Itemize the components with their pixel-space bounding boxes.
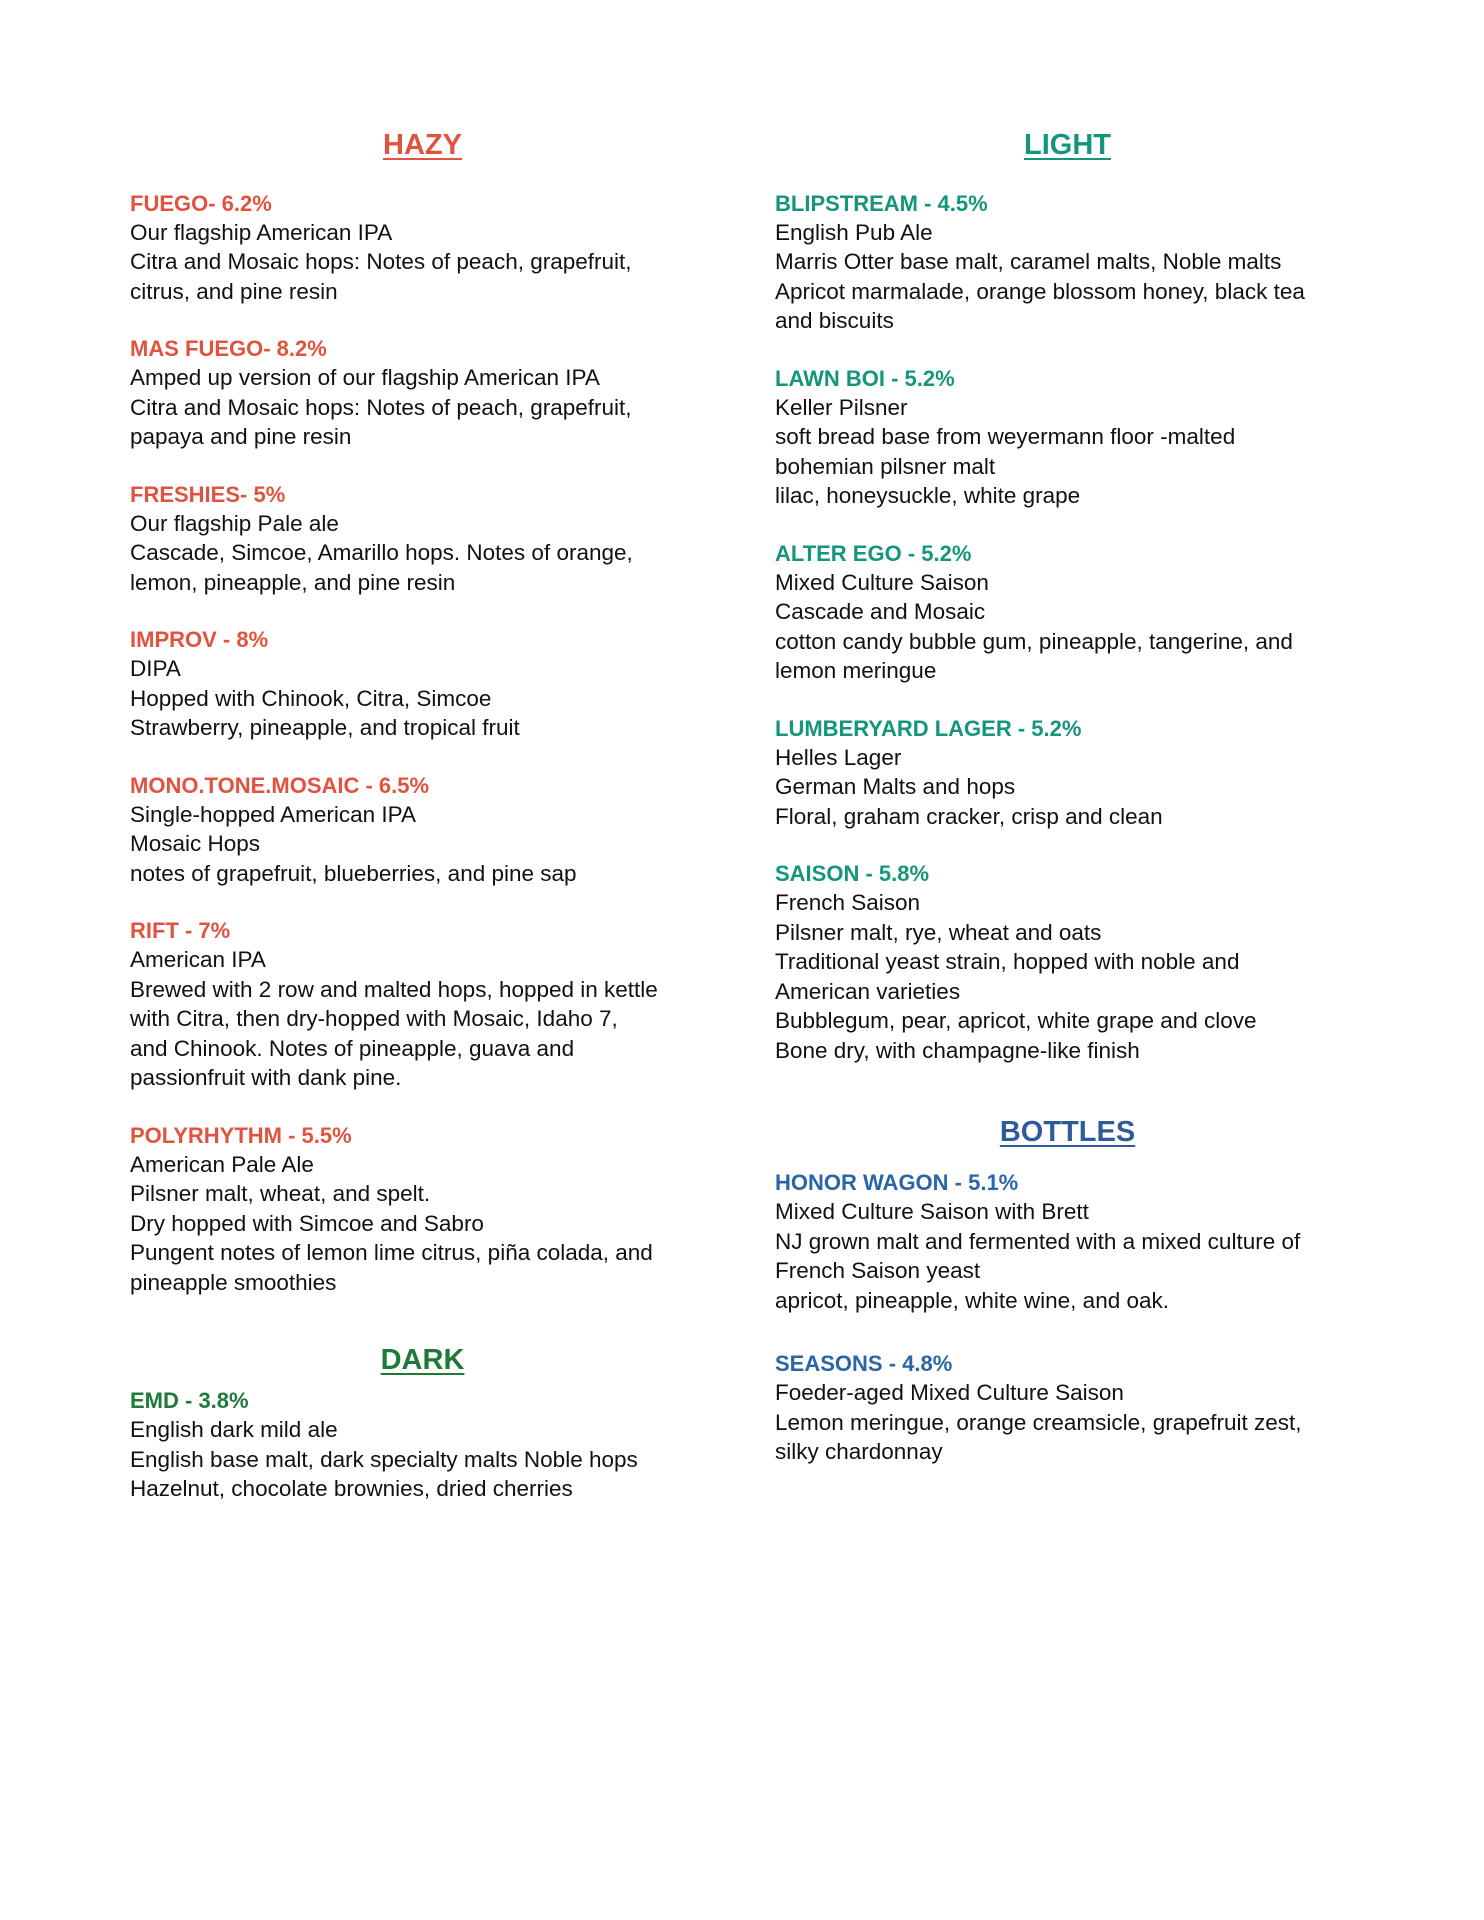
beer-item bbox=[775, 1168, 1395, 1315]
beer-description-line: Floral, graham cracker, crisp and clean bbox=[775, 803, 1163, 829]
beer-item bbox=[130, 189, 730, 307]
beer-item bbox=[130, 625, 730, 743]
beer-item bbox=[130, 1121, 730, 1298]
beer-list-dark bbox=[130, 1386, 730, 1504]
beer-description-line: Helles Lager bbox=[775, 744, 902, 770]
beer-item bbox=[130, 480, 730, 598]
beer-description-line: Cascade, Simcoe, Amarillo hops. Notes of orange, bbox=[130, 540, 633, 566]
beer-item bbox=[775, 859, 1395, 1065]
section-dark bbox=[130, 1343, 730, 1503]
beer-name: LAWN BOI - 5.2% bbox=[775, 365, 955, 391]
beer-description-line: and biscuits bbox=[775, 308, 894, 334]
beer-description-line: Apricot marmalade, orange blossom honey, black tea bbox=[775, 278, 1305, 304]
beer-name: IMPROV - 8% bbox=[130, 627, 269, 653]
beer-description-line: Dry hopped with Simcoe and Sabro bbox=[130, 1210, 484, 1236]
beer-list-light bbox=[775, 189, 1395, 1066]
beer-description-line: French Saison bbox=[775, 890, 921, 916]
beer-description-line: NJ grown malt and fermented with a mixed culture of bbox=[775, 1228, 1301, 1254]
beer-description-line: Traditional yeast strain, hopped with noble and bbox=[775, 949, 1240, 975]
beer-description-line: Citra and Mosaic hops: Notes of peach, grapefruit, bbox=[130, 394, 632, 420]
beer-description-line: American varieties bbox=[775, 978, 961, 1004]
section-title-hazy: HAZY bbox=[383, 129, 462, 161]
section-title-light: LIGHT bbox=[1024, 129, 1111, 161]
beer-description-line: German Malts and hops bbox=[775, 774, 1016, 800]
beer-description-line: lemon meringue bbox=[775, 658, 937, 684]
beer-description-line: Brewed with 2 row and malted hops, hopped in kettle bbox=[130, 976, 658, 1002]
beer-name: LUMBERYARD LAGER - 5.2% bbox=[775, 715, 1082, 741]
left-column bbox=[130, 128, 730, 1532]
beer-name: BLIPSTREAM - 4.5% bbox=[775, 190, 988, 216]
beer-name: EMD - 3.8% bbox=[130, 1388, 249, 1414]
beer-item bbox=[775, 714, 1395, 832]
beer-description-line: silky chardonnay bbox=[775, 1439, 943, 1465]
beer-item bbox=[130, 771, 730, 889]
beer-name: RIFT - 7% bbox=[130, 918, 231, 944]
beer-name: ALTER EGO - 5.2% bbox=[775, 540, 972, 566]
beer-description-line: citrus, and pine resin bbox=[130, 278, 338, 304]
beer-description-line: DIPA bbox=[130, 656, 181, 682]
beer-description-line: Bone dry, with champagne-like finish bbox=[775, 1037, 1140, 1063]
section-light bbox=[775, 128, 1395, 1065]
beer-name: SAISON - 5.8% bbox=[775, 861, 930, 887]
beer-description-line: Lemon meringue, orange creamsicle, grapefruit zest, bbox=[775, 1409, 1302, 1435]
beer-description-line: Hazelnut, chocolate brownies, dried cherries bbox=[130, 1476, 573, 1502]
section-hazy bbox=[130, 128, 730, 1297]
beer-description-line: Bubblegum, pear, apricot, white grape and clove bbox=[775, 1008, 1257, 1034]
beer-description-line: Mixed Culture Saison bbox=[775, 569, 989, 595]
beer-list-hazy bbox=[130, 189, 730, 1298]
section-bottles bbox=[775, 1115, 1395, 1466]
beer-item bbox=[130, 334, 730, 452]
beer-description-line: Strawberry, pineapple, and tropical fruit bbox=[130, 715, 520, 741]
beer-item bbox=[775, 1349, 1395, 1467]
beer-item bbox=[775, 189, 1395, 336]
beer-name: MAS FUEGO- 8.2% bbox=[130, 336, 327, 362]
beer-description-line: English Pub Ale bbox=[775, 219, 933, 245]
beer-description-line: Our flagship American IPA bbox=[130, 219, 393, 245]
beer-description-line: Pilsner malt, rye, wheat and oats bbox=[775, 919, 1102, 945]
beer-description-line: American IPA bbox=[130, 947, 266, 973]
beer-description-line: Pungent notes of lemon lime citrus, piña colada, and bbox=[130, 1240, 653, 1266]
beer-description-line: Hopped with Chinook, Citra, Simcoe bbox=[130, 685, 492, 711]
beer-description-line: English base malt, dark specialty malts Noble hops bbox=[130, 1446, 638, 1472]
beer-name: FUEGO- 6.2% bbox=[130, 190, 272, 216]
beer-description-line: Single-hopped American IPA bbox=[130, 801, 417, 827]
beer-description-line: Our flagship Pale ale bbox=[130, 510, 339, 536]
beer-description-line: pineapple smoothies bbox=[130, 1269, 337, 1295]
beer-item bbox=[775, 364, 1395, 511]
beer-description-line: Amped up version of our flagship American IPA bbox=[130, 365, 600, 391]
beer-item bbox=[775, 539, 1395, 686]
beer-name: HONOR WAGON - 5.1% bbox=[775, 1170, 1019, 1196]
beer-description-line: lemon, pineapple, and pine resin bbox=[130, 569, 456, 595]
beer-description-line: lilac, honeysuckle, white grape bbox=[775, 483, 1081, 509]
beer-description-line: American Pale Ale bbox=[130, 1151, 314, 1177]
beer-description-line: Keller Pilsner bbox=[775, 394, 908, 420]
beer-description-line: French Saison yeast bbox=[775, 1258, 981, 1284]
beer-description-line: Mosaic Hops bbox=[130, 831, 261, 857]
beer-description-line: passionfruit with dank pine. bbox=[130, 1065, 402, 1091]
beer-description-line: Foeder-aged Mixed Culture Saison bbox=[775, 1380, 1124, 1406]
beer-description-line: bohemian pilsner malt bbox=[775, 453, 996, 479]
beer-list-bottles bbox=[775, 1168, 1395, 1467]
beer-description-line: papaya and pine resin bbox=[130, 424, 352, 450]
section-title-dark: DARK bbox=[380, 1344, 465, 1377]
beer-description-line: apricot, pineapple, white wine, and oak. bbox=[775, 1287, 1170, 1313]
beer-description-line: soft bread base from weyermann floor -malted bbox=[775, 424, 1236, 450]
beer-description-line: English dark mild ale bbox=[130, 1417, 338, 1443]
beer-description-line: notes of grapefruit, blueberries, and pine sap bbox=[130, 860, 577, 886]
beer-description-line: Citra and Mosaic hops: Notes of peach, grapefruit, bbox=[130, 249, 632, 275]
beer-description-line: Mixed Culture Saison with Brett bbox=[775, 1199, 1089, 1225]
beer-item bbox=[130, 916, 730, 1093]
beer-description-line: and Chinook. Notes of pineapple, guava and bbox=[130, 1035, 575, 1061]
beer-name: FRESHIES- 5% bbox=[130, 481, 286, 507]
beer-description-line: Cascade and Mosaic bbox=[775, 599, 986, 625]
beer-description-line: with Citra, then dry-hopped with Mosaic, Idaho 7, bbox=[130, 1006, 618, 1032]
beer-description-line: Pilsner malt, wheat, and spelt. bbox=[130, 1181, 431, 1207]
beer-name: MONO.TONE.MOSAIC - 6.5% bbox=[130, 772, 430, 798]
beer-name: POLYRHYTHM - 5.5% bbox=[130, 1122, 352, 1148]
beer-item bbox=[130, 1386, 730, 1504]
right-column bbox=[775, 128, 1395, 1501]
section-title-bottles: BOTTLES bbox=[999, 1116, 1136, 1149]
beer-name: SEASONS - 4.8% bbox=[775, 1351, 953, 1377]
beer-description-line: cotton candy bubble gum, pineapple, tangerine, and bbox=[775, 628, 1293, 654]
beer-description-line: Marris Otter base malt, caramel malts, Noble malts bbox=[775, 249, 1282, 275]
